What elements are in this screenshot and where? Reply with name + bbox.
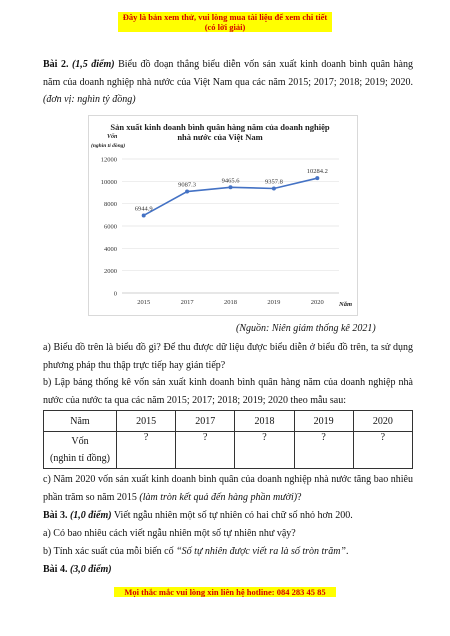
table-row-label-line2: (nghìn tỉ đồng) [50, 453, 110, 464]
chart-y-ticks [101, 157, 117, 298]
question-c-note: (làm tròn kết quả đến hàng phần mười) [139, 491, 298, 503]
table-year-cell: 2017 [176, 411, 235, 432]
table-row-label-line1: Vốn [71, 436, 89, 447]
stats-table [43, 410, 413, 469]
bai3-qb-end: . [345, 546, 349, 557]
table-row-label [44, 432, 117, 469]
chart-xlabel: Năm [339, 301, 352, 308]
bai2-text: Biểu đồ đoạn thẳng biểu diễn vốn sản xuất kinh doanh bình quân hàng năm của doanh nghiệp nhà nước của Việt Nam qua các năm 2015; 2017; 2018; 2019; 2020. [43, 59, 413, 88]
y-tick-label: 2000 [104, 268, 117, 276]
table-year-cell: 2018 [235, 411, 294, 432]
data-label: 9087.3 [178, 181, 197, 189]
x-tick-label: 2019 [267, 299, 281, 306]
bai2-points: (1,5 điểm) [71, 59, 115, 70]
bai2-unit: (đơn vị: nghìn tỷ đồng) [43, 94, 136, 105]
chart-ylabel-line1: Vốn [107, 134, 118, 140]
bai4-title: Bài 4. [43, 564, 68, 575]
data-label: 10284.2 [306, 168, 328, 176]
y-tick-label: 10000 [100, 178, 117, 186]
x-tick-label: 2018 [224, 299, 237, 306]
data-label: 9465.6 [221, 177, 240, 185]
hotline-banner: Mọi thắc mắc vui lòng xin liên hệ hotline: 084 283 45 85 [114, 587, 336, 597]
table-year-cell: 2019 [294, 411, 353, 432]
bai3-text: Viết ngẫu nhiên một số tự nhiên có hai chữ số nhỏ hơn 200. [111, 510, 353, 521]
table-header-row [44, 411, 413, 432]
data-point [142, 213, 146, 217]
bai3-paragraph [43, 507, 413, 525]
preview-banner: Đây là bản xem thử, vui lòng mua tài liệu để xem chi tiết (có lời giải) [118, 12, 332, 32]
chart-x-ticks [137, 299, 324, 306]
question-c-text: c) Năm 2020 vốn sản xuất kinh doanh bình quân của doanh nghiệp nhà nước tăng bao nhiêu phần trăm so năm 2015 [43, 474, 413, 503]
data-point [185, 190, 189, 194]
chart-ylabel-line2: (nghìn tỉ đồng) [91, 143, 126, 149]
chart-title-line1: Sản xuất kinh doanh bình quân hàng năm của doanh nghiệp [110, 122, 330, 132]
bai3-question-b [43, 543, 413, 561]
chart-title-line2: nhà nước của Việt Nam [177, 132, 263, 142]
bai3-question-a: a) Có bao nhiêu cách viết ngẫu nhiên một số tự nhiên như vậy? [43, 528, 296, 539]
bai2-paragraph [43, 56, 413, 109]
data-point [272, 187, 276, 191]
table-value-row [44, 432, 413, 469]
bai3-qb-text: b) Tính xác suất của mỗi biến cố [43, 546, 177, 557]
y-tick-label: 4000 [104, 245, 117, 253]
data-label: 9357.8 [264, 178, 283, 186]
table-header-label: Năm [44, 411, 117, 432]
y-tick-label: 6000 [104, 223, 117, 231]
chart-svg [89, 116, 357, 315]
data-label: 6944.9 [134, 205, 153, 213]
y-tick-label: 0 [113, 290, 117, 298]
bai3-points: (1,0 điểm) [69, 510, 112, 521]
table-value-cell: ? [176, 432, 235, 469]
table-value-cell: ? [235, 432, 294, 469]
chart-source: (Nguồn: Niên giám thống kê 2021) [236, 323, 376, 334]
line-chart [88, 115, 358, 316]
chart-series [135, 168, 328, 217]
y-tick-label: 12000 [100, 156, 117, 164]
bai2-title: Bài 2. [43, 59, 69, 70]
bai3-title: Bài 3. [43, 510, 68, 521]
table-year-cell: 2020 [353, 411, 412, 432]
bai4-points: (3,0 điểm) [69, 564, 112, 575]
table-value-cell: ? [353, 432, 412, 469]
table-year-cell: 2015 [117, 411, 176, 432]
table-value-cell: ? [117, 432, 176, 469]
x-tick-label: 2017 [180, 299, 194, 306]
x-tick-label: 2020 [310, 299, 324, 306]
data-point [315, 176, 319, 180]
bai3-qb-quote: “Số tự nhiên được viết ra là số tròn trăm” [176, 546, 346, 557]
y-tick-label: 8000 [104, 201, 117, 209]
table-value-cell: ? [294, 432, 353, 469]
question-a: a) Biểu đồ trên là biểu đồ gì? Để thu được dữ liệu được biểu diễn ở biểu đồ trên, ta sử dụng phương pháp thu thập trực tiếp hay gián tiếp? [43, 342, 413, 371]
data-point [229, 185, 233, 189]
question-c-end: ? [297, 491, 302, 503]
question-c [43, 471, 413, 506]
question-b: b) Lập bảng thống kê vốn sản xuất kinh doanh bình quân hàng năm của doanh nghiệp nhà nước của nước ta qua các năm 2015; 2017; 2018; 2019; 2020 theo mẫu sau: [43, 377, 413, 406]
bai4-paragraph [43, 561, 413, 579]
x-tick-label: 2015 [137, 299, 151, 306]
